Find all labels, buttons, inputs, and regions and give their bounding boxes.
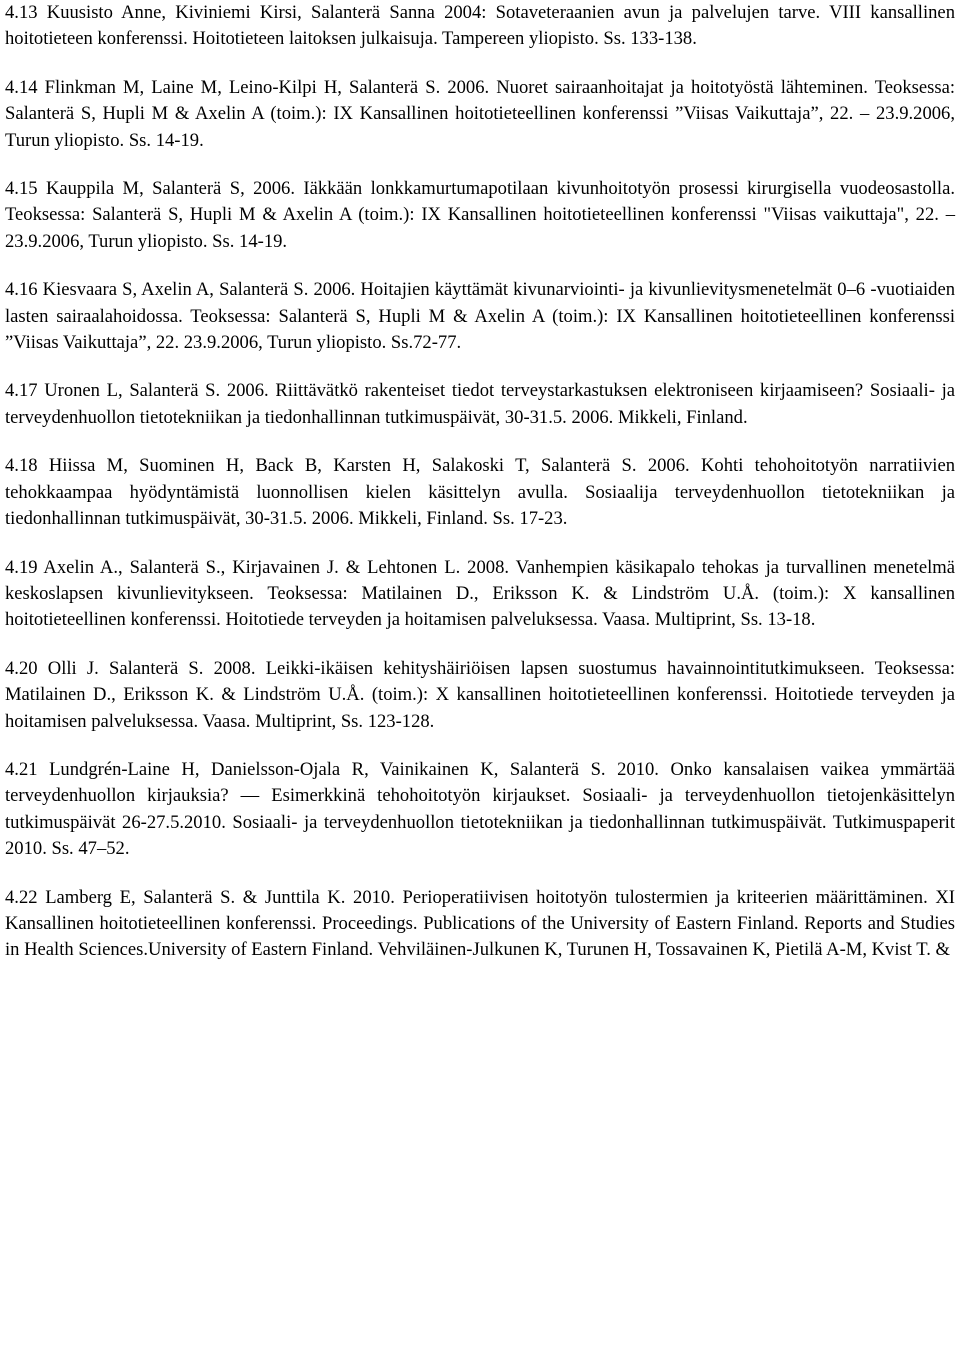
reference-list	[5, 0, 955, 964]
reference-4-21: 4.21 Lundgrén-Laine H, Danielsson-Ojala R, Vainikainen K, Salanterä S. 2010. Onko kansalaisen vaikea ymmärtää terveydenhuollon kirjauksia? — Esimerkkinä tehohoitotyön kirjaukset. Sosiaali- ja terveydenhuollon tietojenkäsittelyn tutkimuspäivät 26-27.5.2010. Sosiaali- ja terveydenhuollon tietotekniikan ja tiedonhallinnan tutkimuspäivät. Tutkimuspaperit 2010. Ss. 47–52.	[5, 758, 955, 860]
reference-4-14: 4.14 Flinkman M, Laine M, Leino-Kilpi H, Salanterä S. 2006. Nuoret sairaanhoitajat ja hoitotyöstä lähteminen. Teoksessa: Salanterä S, Hupli M & Axelin A (toim.): IX Kansallinen hoitotieteellinen konferenssi ”Viisas Vaikuttaja”, 22. – 23.9.2006, Turun yliopisto. Ss. 14-19.	[5, 76, 955, 151]
reference-4-17: 4.17 Uronen L, Salanterä S. 2006. Riittävätkö rakenteiset tiedot terveystarkastuksen elektroniseen kirjaamiseen? Sosiaali- ja terveydenhuollon tietotekniikan ja tiedonhallinnan tutkimuspäivät, 30-31.5. 2006. Mikkeli, Finland.	[5, 380, 955, 428]
reference-4-20: 4.20 Olli J. Salanterä S. 2008. Leikki-ikäisen kehityshäiriöisen lapsen suostumus havainnointitutkimukseen. Teoksessa: Matilainen D., Eriksson K. & Lindström U.Å. (toim.): X kansallinen hoitotieteellinen konferenssi. Hoitotiede terveyden ja hoitamisen palveluksessa. Vaasa. Multiprint, Ss. 123-128.	[5, 657, 955, 732]
reference-4-18: 4.18 Hiissa M, Suominen H, Back B, Karsten H, Salakoski T, Salanterä S. 2006. Kohti tehohoitotyön narratiivien tehokkaampaa hyödyntämistä luonnollisen kielen käsittelyn avulla. Sosiaalija terveydenhuollon tietotekniikan ja tiedonhallinnan tutkimuspäivät, 30-31.5. 2006. Mikkeli, Finland. Ss. 17-23.	[5, 455, 955, 530]
reference-4-22: 4.22 Lamberg E, Salanterä S. & Junttila K. 2010. Perioperatiivisen hoitotyön tulostermien ja kriteerien määrittäminen. XI Kansallinen hoitotieteellinen konferenssi. Proceedings. Publications of the University of Eastern Finland. Reports and Studies in Health Sciences.University of Eastern Finland. Vehviläinen-Julkunen K, Turunen H, Tossavainen K, Pietilä A-M, Kvist T. &	[5, 886, 955, 961]
reference-4-19: 4.19 Axelin A., Salanterä S., Kirjavainen J. & Lehtonen L. 2008. Vanhempien käsikapalo tehokas ja turvallinen menetelmä keskoslapsen kivunlievitykseen. Teoksessa: Matilainen D., Eriksson K. & Lindström U.Å. (toim.): X kansallinen hoitotieteellinen konferenssi. Hoitotiede terveyden ja hoitamisen palveluksessa. Vaasa. Multiprint, Ss. 13-18.	[5, 556, 955, 631]
reference-4-13: 4.13 Kuusisto Anne, Kiviniemi Kirsi, Salanterä Sanna 2004: Sotaveteraanien avun ja palvelujen tarve. VIII kansallinen hoitotieteen konferenssi. Hoitotieteen laitoksen julkaisuja. Tampereen yliopisto. Ss. 133-138.	[5, 2, 955, 50]
reference-4-16: 4.16 Kiesvaara S, Axelin A, Salanterä S. 2006. Hoitajien käyttämät kivunarviointi- ja kivunlievitysmenetelmät 0–6 -vuotiaiden lasten sairaalahoidossa. Teoksessa: Salanterä S, Hupli M & Axelin A (toim.): IX Kansallinen hoitotieteellinen konferenssi ”Viisas Vaikuttaja”, 22. 23.9.2006, Turun yliopisto. Ss.72-77.	[5, 279, 955, 354]
reference-4-15: 4.15 Kauppila M, Salanterä S, 2006. Iäkkään lonkkamurtumapotilaan kivunhoitotyön prosessi kirurgisella vuodeosastolla. Teoksessa: Salanterä S, Hupli M & Axelin A (toim.): IX Kansallinen hoitotieteellinen konferenssi "Viisas vaikuttaja", 22. – 23.9.2006, Turun yliopisto. Ss. 14-19.	[5, 178, 955, 252]
